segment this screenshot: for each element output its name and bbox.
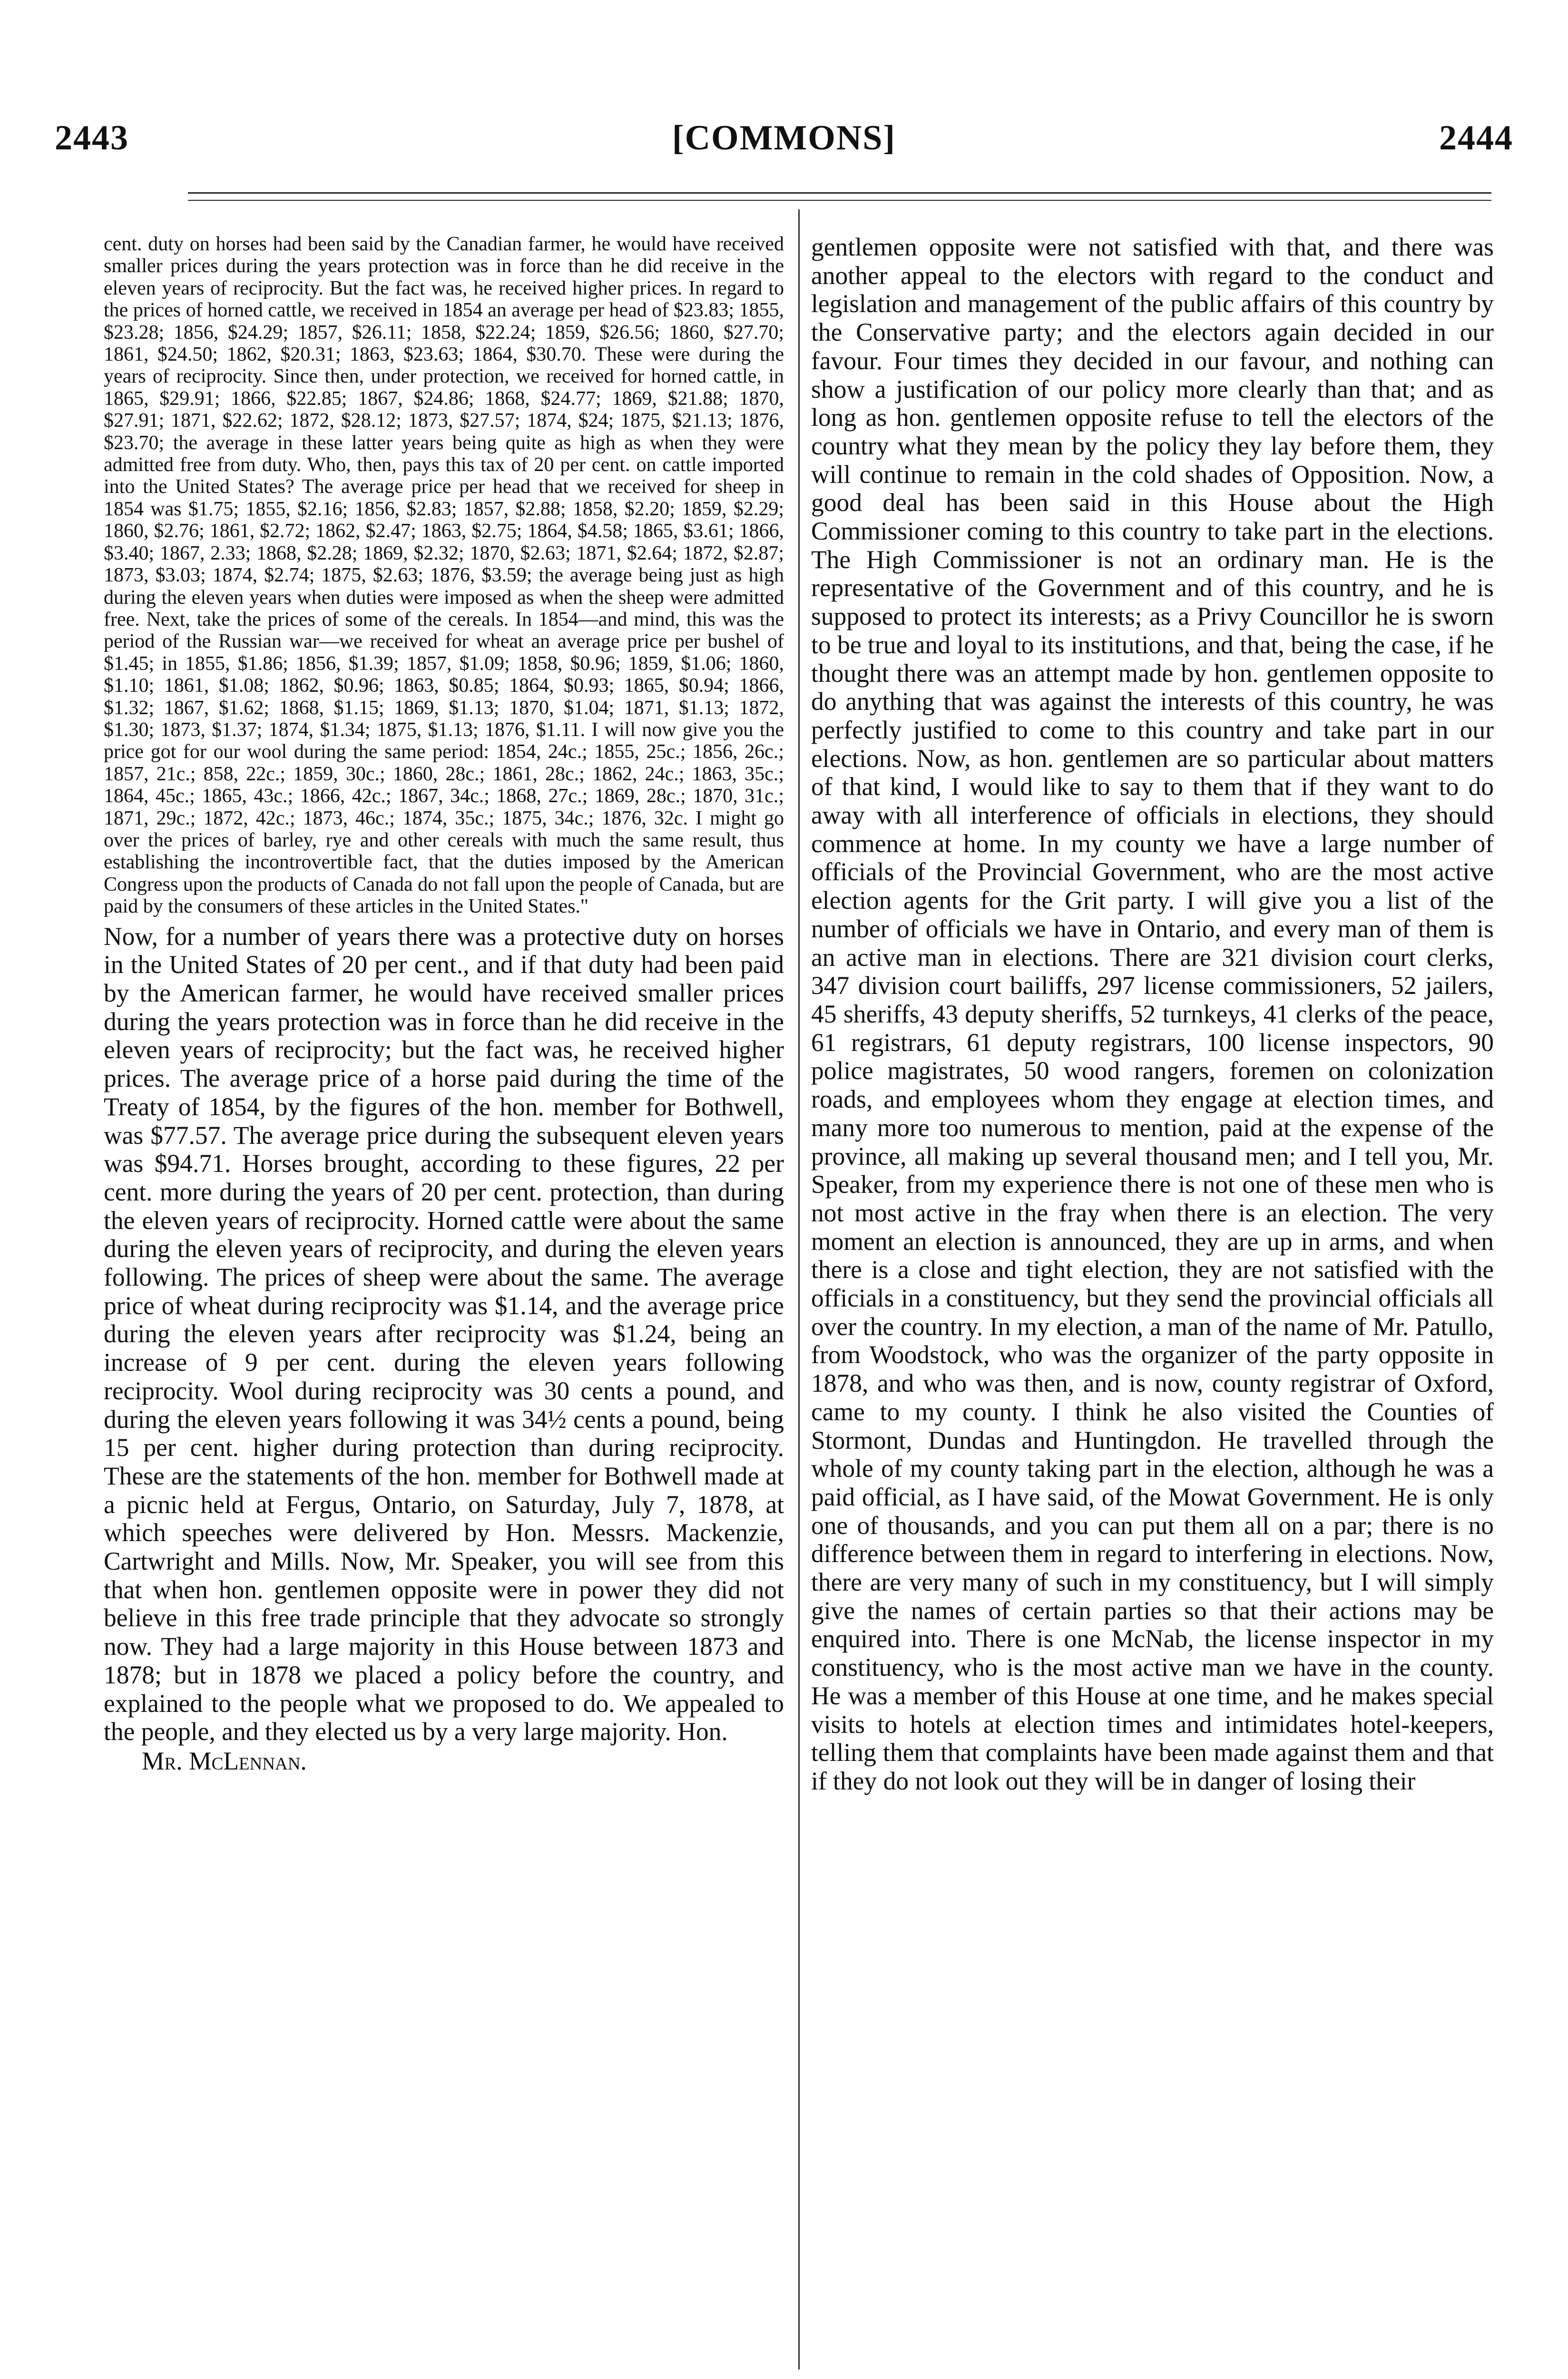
page-number-left: 2443 — [55, 118, 129, 157]
running-title: [COMMONS] — [672, 118, 896, 157]
right-column — [811, 233, 1494, 1796]
left-column — [104, 233, 784, 1776]
right-body-paragraph: gentlemen opposite were not satisfied with that, and there was another appeal to the electors with regard to the conduct and legislation and management of the public affairs of this country by the Conservative party; and the electors again decided in our favour. Four times they decided in our favour, and nothing can show a justification of our policy more clearly than that; and as long as hon. gentlemen opposite refuse to tell the electors of the country what they mean by the policy they lay before them, they will continue to remain in the cold shades of Opposition. Now, a good deal has been said in this House about the High Commissioner coming to this country to take part in the elections. The High Commissioner is not an ordinary man. He is the representative of the Government and of this country, and he is supposed to protect its interests; as a Privy Councillor he is sworn to be true and loyal to its institutions, and that, being the case, if he thought there was an attempt made by hon. gentlemen opposite to do anything that was against the interests of this country, he was perfectly justified to come to this country and take part in our elections. Now, as hon. gentlemen are so particular about matters of that kind, I would like to say to them that if they want to do away with all interference of officials in elections, they should commence at home. In my county we have a large number of officials of the Provincial Government, who are the most active election agents for the Grit party. I will give you a list of the number of officials we have in Ontario, and every man of them is an active man in elections. There are 321 division court clerks, 347 division court bailiffs, 297 license commissioners, 52 jailers, 45 sheriffs, 43 deputy sheriffs, 52 turnkeys, 41 clerks of the peace, 61 registrars, 61 deputy registrars, 100 license inspectors, 90 police magistrates, 50 wood rangers, foremen on colonization roads, and employees whom they engage at election times, and many more too numerous to mention, paid at the expense of the province, all making up several thousand men; and I tell you, Mr. Speaker, from my experience there is not one of these men who is not most active in the fray when there is an election. The very moment an election is announced, they are up in arms, and when there is a close and tight election, they are not satisfied with the officials in a constituency, but they send the provincial officials all over the country. In my election, a man of the name of Mr. Patullo, from Woodstock, who was the organizer of the party opposite in 1878, and who was then, and is now, county registrar of Oxford, came to my county. I think he also visited the Counties of Stormont, Dundas and Huntingdon. He travelled through the whole of my county taking part in the election, although he was a paid official, as I have said, of the Mowat Government. He is only one of thousands, and you can put them all on a par; there is no difference between them in regard to interfering in elections. Now, there are very many of such in my constituency, but I will simply give the names of certain parties so that their actions may be enquired into. There is one McNab, the license inspector in my constituency, who is the most active man we have in the county. He was a member of this House at one time, and he makes special visits to hotels at election times and intimidates hotel-keepers, telling them that complaints have been made against them and that if they do not look out they will be in danger of losing their — [811, 233, 1494, 1795]
header-rule-top — [188, 192, 1491, 194]
page-number-right: 2444 — [1439, 118, 1513, 157]
page-header — [0, 0, 1568, 190]
header-rule-bottom — [188, 200, 1491, 201]
speaker-name: Mr. McLennan. — [142, 1746, 307, 1775]
left-body-paragraph: Now, for a number of years there was a protective duty on horses in the United States of 20 per cent., and if that duty had been paid by the American farmer, he would have received smaller prices during the years protection was in force than he did receive in the eleven years of reciprocity; but the fact was, he received higher prices. The average price of a horse paid during the time of the Treaty of 1854, by the figures of the hon. member for Bothwell, was $77.57. The average price during the subsequent eleven years was $94.71. Horses brought, according to these figures, 22 per cent. more during the years of 20 per cent. protection, than during the eleven years of reciprocity. Horned cattle were about the same during the eleven years of reciprocity, and during the eleven years following. The prices of sheep were about the same. The average price of wheat during reciprocity was $1.14, and the average price during the eleven years after reciprocity was $1.24, being an increase of 9 per cent. during the eleven years following reciprocity. Wool during reciprocity was 30 cents a pound, and during the eleven years following it was 34½ cents a pound, being 15 per cent. higher during protection than during reciprocity. These are the statements of the hon. member for Bothwell made at a picnic held at Fergus, Ontario, on Saturday, July 7, 1878, at which speeches were delivered by Hon. Messrs. Mackenzie, Cartwright and Mills. Now, Mr. Speaker, you will see from this that when hon. gentlemen opposite were in power they did not believe in this free trade principle that they advocate so strongly now. They had a large majority in this House between 1873 and 1878; but in 1878 we placed a policy before the country, and explained to the people what we proposed to do. We appealed to the people, and they elected us by a very large majority. Hon. — [104, 922, 784, 1746]
quoted-passage: cent. duty on horses had been said by the Canadian farmer, he would have received smaller prices during the years protection was in force than he did receive in the eleven years of reciprocity. But the fact was, he received higher prices. In regard to the prices of horned cattle, we received in 1854 an average per head of $23.83; 1855, $23.28; 1856, $24.29; 1857, $26.11; 1858, $22.24; 1859, $26.56; 1860, $27.70; 1861, $24.50; 1862, $20.31; 1863, $23.63; 1864, $30.70. These were during the years of reciprocity. Since then, under protection, we received for horned cattle, in 1865, $29.91; 1866, $22.85; 1867, $24.86; 1868, $24.77; 1869, $21.88; 1870, $27.91; 1871, $22.62; 1872, $28.12; 1873, $27.57; 1874, $24; 1875, $21.13; 1876, $23.70; the average in these latter years being quite as high as when they were admitted free from duty. Who, then, pays this tax of 20 per cent. on cattle imported into the United States? The average price per head that we received for sheep in 1854 was $1.75; 1855, $2.16; 1856, $2.83; 1857, $2.88; 1858, $2.20; 1859, $2.29; 1860, $2.76; 1861, $2.72; 1862, $2.47; 1863, $2.75; 1864, $4.58; 1865, $3.61; 1866, $3.40; 1867, 2.33; 1868, $2.28; 1869, $2.32; 1870, $2.63; 1871, $2.64; 1872, $2.87; 1873, $3.03; 1874, $2.74; 1875, $2.63; 1876, $3.59; the average being just as high during the eleven years when duties were imposed as when the sheep were admitted free. Next, take the prices of some of the cereals. In 1854—and mind, this was the period of the Russian war—we received for wheat an average price per bushel of $1.45; in 1855, $1.86; 1856, $1.39; 1857, $1.09; 1858, $0.96; 1859, $1.06; 1860, $1.10; 1861, $1.08; 1862, $0.96; 1863, $0.85; 1864, $0.93; 1865, $0.94; 1866, $1.32; 1867, $1.62; 1868, $1.15; 1869, $1.13; 1870, $1.04; 1871, $1.13; 1872, $1.30; 1873, $1.37; 1874, $1.34; 1875, $1.13; 1876, $1.11. I will now give you the price got for our wool during the same period: 1854, 24c.; 1855, 25c.; 1856, 26c.; 1857, 21c.; 858, 22c.; 1859, 30c.; 1860, 28c.; 1861, 28c.; 1862, 24c.; 1863, 35c.; 1864, 45c.; 1865, 43c.; 1866, 42c.; 1867, 34c.; 1868, 27c.; 1869, 28c.; 1870, 31c.; 1871, 29c.; 1872, 42c.; 1873, 46c.; 1874, 35c.; 1875, 34c.; 1876, 32c. I might go over the prices of barley, rye and other cereals with much the same result, thus establishing the incontrovertible fact, that the duties imposed by the American Congress upon the products of Canada do not fall upon the people of Canada, but are paid by the consumers of these articles in the United States." — [104, 233, 784, 918]
column-divider — [798, 209, 800, 2369]
